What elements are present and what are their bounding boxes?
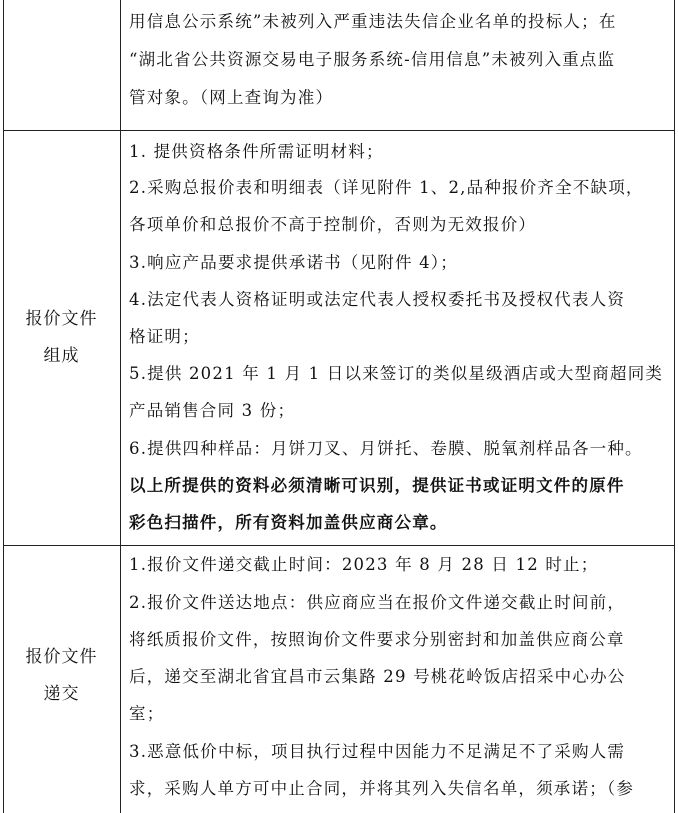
- row-text-line: 室；: [129, 704, 165, 723]
- row-label-line: 报价文件: [25, 309, 98, 329]
- row-text-line: 管对象。（网上查询为准）: [129, 88, 334, 107]
- row-label-line: 组成: [43, 346, 80, 366]
- row-text-line-bold: 彩色扫描件，所有资料加盖供应商公章。: [129, 513, 448, 532]
- row-text-line: 3.响应产品要求提供承诺书（见附件 4）；: [129, 253, 458, 272]
- row-text-line: 后，递交至湖北省宜昌市云集路 29 号桃花岭饭店招采中心办公: [129, 667, 626, 686]
- row-text-line: 6.提供四种样品：月饼刀叉、月饼托、卷膜、脱氧剂样品各一种。: [129, 439, 643, 458]
- row-text-line: 各项单价和总报价不高于控制价，否则为无效报价）: [129, 215, 537, 234]
- row-text-line: 2.采购总报价表和明细表（详见附件 1、2,品种报价齐全不缺项，: [129, 178, 644, 197]
- row-text-line-bold: 以上所提供的资料必须清晰可识别，提供证书或证明文件的原件: [129, 476, 625, 495]
- row-text-line: 4.法定代表人资格证明或法定代表人授权委托书及授权代表人资: [129, 290, 626, 309]
- row-text-line: 求，采购人单方可中止合同，并将其列入失信名单，须承诺；（参: [129, 779, 635, 798]
- row-label-line: 递交: [43, 684, 80, 704]
- row-text-line: 2.报价文件送达地点：供应商应当在报价文件递交截止时间前，: [129, 593, 626, 612]
- row-text-line: 产品销售合同 3 份；: [129, 401, 296, 420]
- row-divider: [3, 130, 675, 131]
- row-text-line: 用信息公示系统”未被列入严重违法失信企业名单的投标人；在: [129, 12, 617, 31]
- row-text-line: 将纸质报价文件，按照询价文件要求分别密封和加盖供应商公章: [129, 630, 625, 649]
- row-label-line: 报价文件: [25, 647, 98, 667]
- row-text-line: 格证明；: [129, 327, 200, 346]
- row-text-line: 3.恶意低价中标，项目执行过程中因能力不足满足不了采购人需: [129, 742, 626, 761]
- row-text-line: 1.报价文件递交截止时间：2023 年 8 月 28 日 12 时止；: [129, 555, 599, 574]
- table-right-border: [674, 0, 675, 813]
- row-text-line: 5.提供 2021 年 1 月 1 日以来签订的类似星级酒店或大型商超同类: [129, 364, 664, 383]
- row-text-line: 1. 提供资格条件所需证明材料；: [129, 142, 384, 161]
- row-divider: [3, 545, 675, 546]
- table-column-divider: [120, 0, 121, 813]
- row-text-line: “湖北省公共资源交易电子服务系统-信用信息”未被列入重点监: [129, 50, 616, 69]
